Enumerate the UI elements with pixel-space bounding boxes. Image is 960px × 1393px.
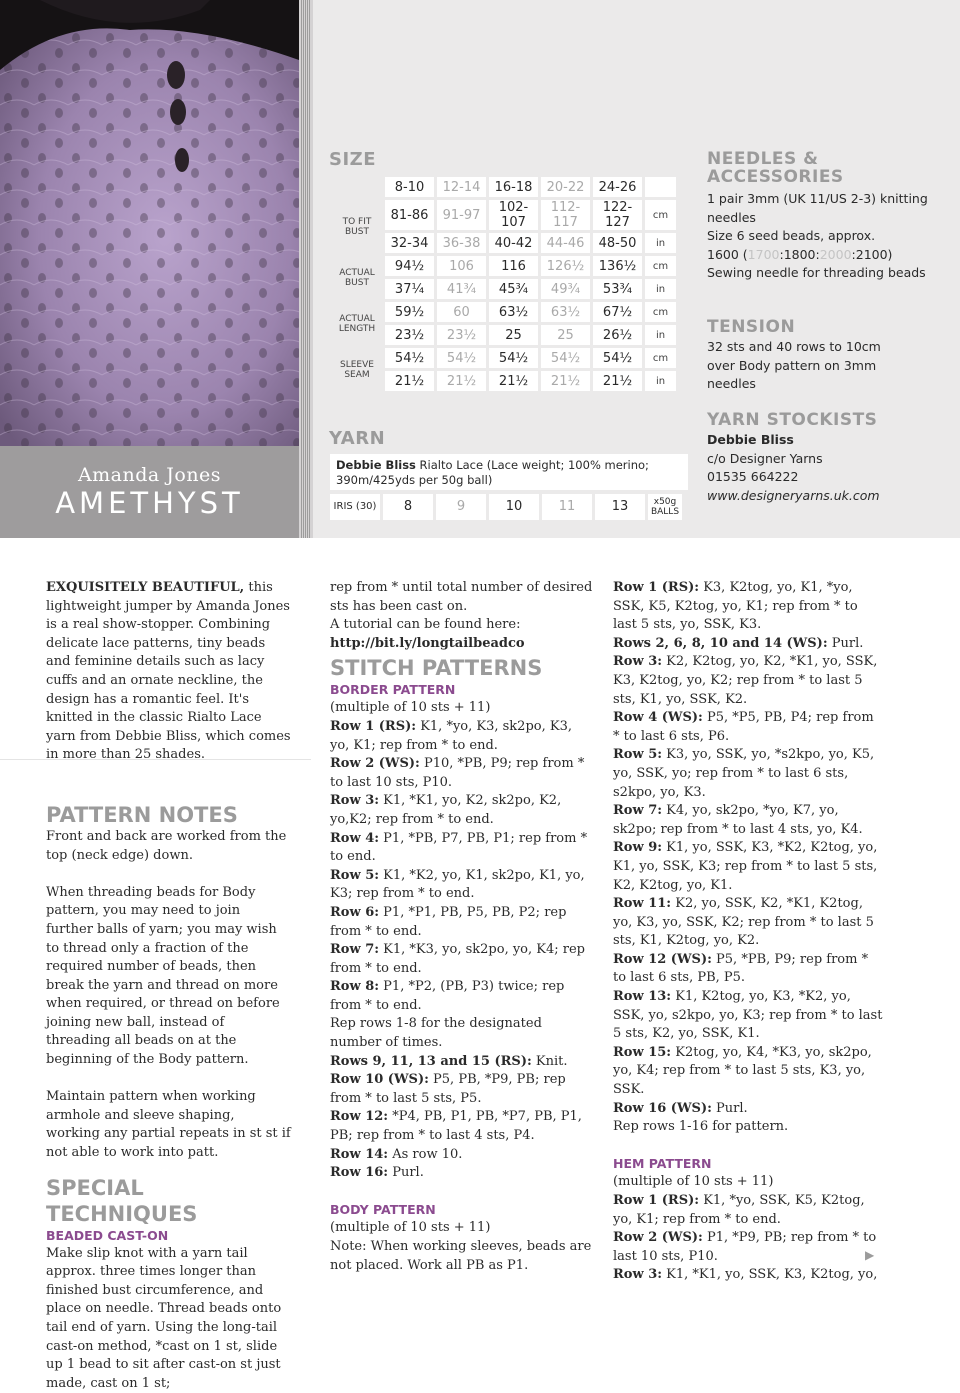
cast-on-continued: rep from * until total number of desired sts has been cast on. <box>330 580 593 614</box>
yarn-colour: IRIS (30) <box>330 494 380 520</box>
hem-multiple: (multiple of 10 sts + 11) <box>613 1174 774 1190</box>
yarn-quantity-row <box>330 494 682 520</box>
body-pattern-subheading: BODY PATTERN <box>330 1202 436 1218</box>
yarn-balls: 9 <box>436 494 486 520</box>
notes-paragraph: When threading beads for Body pattern, you may need to join further balls of yarn; you may wish to thread only a fraction of the required number of beads, then break the yarn and thread on more when required, or thread on before joining new ball, instead of threading all beads on at the beginning of the Body pattern. <box>46 884 280 1068</box>
hem-pattern-subheading: HEM PATTERN <box>613 1156 712 1172</box>
unit-cell: cm <box>645 348 676 368</box>
size-cell: 25 <box>541 325 590 345</box>
size-cell: 59½ <box>385 302 434 322</box>
pattern-row: Row 3: K1, *K1, yo, SSK, K3, K2tog, yo, <box>613 1267 878 1283</box>
size-cell: 44-46 <box>541 233 590 253</box>
yarn-details: Rialto Lace (Lace weight; 100% merino; 390m/425yds per 50g ball) <box>336 458 649 487</box>
yarn-balls: 11 <box>542 494 592 520</box>
pattern-row: Row 12 (WS): P5, *PB, P9; rep from * to last 6 sts, PB, P5. <box>613 951 869 986</box>
size-cell: 26½ <box>593 325 642 345</box>
size-cell: 45¾ <box>489 279 538 299</box>
pattern-row: Rows 2, 6, 8, 10 and 14 (WS): Purl. <box>613 635 864 651</box>
pattern-row: Row 4: P1, *PB, P7, PB, P1; rep from * to end. <box>330 830 588 865</box>
needles-line: 1 pair 3mm (UK 11/US 2-3) knitting needles <box>707 191 928 225</box>
pattern-row: Row 6: P1, *P1, PB, P5, PB, P2; rep from * to end. <box>330 904 567 939</box>
pattern-row: Row 2 (WS): P1, *P9, PB; rep from * to last 10 sts, P10. <box>613 1230 877 1264</box>
photo-edge-strip <box>299 0 313 538</box>
pattern-row: Row 12: *P4, PB, P1, PB, *P7, PB, P1, PB; rep from * to last 4 sts, P4. <box>330 1109 582 1144</box>
border-repeat: Rep rows 1-8 for the designated number of times. <box>330 1016 542 1051</box>
needles-heading: NEEDLES & ACCESSORIES <box>707 149 844 187</box>
size-cell: 12-14 <box>437 177 486 197</box>
size-table <box>329 174 679 394</box>
pattern-row: Rows 9, 11, 13 and 15 (RS): Knit. <box>330 1053 568 1069</box>
tutorial-link[interactable]: http://bit.ly/longtailbeadco <box>330 635 525 651</box>
size-cell: 54½ <box>437 348 486 368</box>
beads-quantity: 1600 (1700:1800:2000:2100) <box>707 246 893 262</box>
size-cell: 122-127 <box>593 200 642 230</box>
credit-box <box>0 446 299 538</box>
hem-pattern-rows <box>613 1192 883 1285</box>
size-cell: 49¾ <box>541 279 590 299</box>
pattern-row: Row 5: K1, *K2, yo, K1, sk2po, K1, yo, K3; rep from * to end. <box>330 867 585 902</box>
stockist-website[interactable]: www.designeryarns.uk.com <box>707 487 880 503</box>
column-2 <box>330 579 595 1275</box>
unit-cell: in <box>645 371 676 391</box>
size-cell: 63½ <box>541 302 590 322</box>
size-cell: 54½ <box>489 348 538 368</box>
needles-line: Sewing needle for threading beads <box>707 265 926 280</box>
body-note: Note: When working sleeves, beads are not placed. Work all PB as P1. <box>330 1239 592 1273</box>
yarn-unit: x50g BALLS <box>648 494 682 520</box>
pattern-row: Row 7: K1, *K3, yo, sk2po, yo, K4; rep from * to end. <box>330 942 586 976</box>
size-cell: 36-38 <box>437 233 486 253</box>
pattern-row: Row 7: K4, yo, sk2po, *yo, K7, yo, sk2po; rep from * to last 4 sts, yo, K4. <box>613 803 863 837</box>
border-pattern-subheading: BORDER PATTERN <box>330 682 456 698</box>
row-label-sleeve: SLEEVE SEAM <box>332 348 382 391</box>
size-cell: 21½ <box>385 371 434 391</box>
size-cell: 54½ <box>385 348 434 368</box>
size-cell: 37¼ <box>385 279 434 299</box>
size-cell: 21½ <box>541 371 590 391</box>
yarn-brand: Debbie Bliss <box>336 458 416 472</box>
special-techniques-heading: SPECIAL TECHNIQUES <box>46 1175 198 1226</box>
stockist-line: c/o Designer Yarns <box>707 450 823 466</box>
border-multiple: (multiple of 10 sts + 11) <box>330 700 491 716</box>
pattern-row: Row 1 (RS): K1, *yo, SSK, K5, K2tog, yo, K1; rep from * to end. <box>613 1193 865 1227</box>
pattern-row: Row 13: K1, K2tog, yo, K3, *K2, yo, SSK, yo, s2kpo, yo, K3; rep from * to last 5 sts, K2, yo, SSK, K1. <box>613 989 883 1042</box>
triangle-right-icon: ▶ <box>865 1248 875 1262</box>
size-cell: 25 <box>489 325 538 345</box>
unit-cell: cm <box>645 200 676 230</box>
size-cell: 116 <box>489 256 538 276</box>
size-cell: 8-10 <box>385 177 434 197</box>
pattern-row: Row 16 (WS): Purl. <box>613 1100 748 1116</box>
designer-name: Amanda Jones <box>77 464 222 486</box>
yarn-balls: 8 <box>383 494 433 520</box>
size-cell: 20-22 <box>541 177 590 197</box>
body-repeat: Rep rows 1-16 for pattern. <box>613 1119 789 1135</box>
stockist-name: Debbie Bliss <box>707 432 794 447</box>
pattern-row: Row 4 (WS): P5, *P5, PB, P4; rep from * to last 6 sts, P6. <box>613 710 874 744</box>
size-cell: 81-86 <box>385 200 434 230</box>
pattern-row: Row 1 (RS): K1, *yo, K3, sk2po, K3, yo, K1; rep from * to end. <box>330 718 572 753</box>
stockists-text <box>707 431 947 505</box>
needles-line: Size 6 seed beads, approx. <box>707 228 876 243</box>
pattern-row: Row 8: P1, *P2, (PB, P3) twice; rep from * to end. <box>330 979 565 1013</box>
pattern-row: Row 11: K2, yo, SSK, K2, *K1, K2tog, yo, K3, yo, SSK, K2; rep from * to last 5 sts, K1, K2tog, yo, K2. <box>613 896 874 949</box>
unit-cell: in <box>645 233 676 253</box>
unit-cell: cm <box>645 256 676 276</box>
row-label-actual-bust: ACTUAL BUST <box>332 256 382 299</box>
size-cell: 23½ <box>385 325 434 345</box>
size-cell: 67½ <box>593 302 642 322</box>
unit-cell: in <box>645 325 676 345</box>
yarn-description <box>330 454 688 490</box>
border-pattern-rows-2 <box>330 1053 595 1183</box>
size-cell: 94½ <box>385 256 434 276</box>
size-cell: 21½ <box>593 371 642 391</box>
pattern-row: Row 3: K1, *K1, yo, K2, sk2po, K2, yo,K2; rep from * to end. <box>330 793 562 827</box>
size-cell: 102-107 <box>489 200 538 230</box>
pattern-row: Row 1 (RS): K3, K2tog, yo, K1, *yo, SSK, K5, K2tog, yo, K1; rep from * to last 5 sts, yo, SSK, K3. <box>613 580 858 633</box>
body-multiple: (multiple of 10 sts + 11) <box>330 1220 491 1236</box>
column-1 <box>46 579 291 1393</box>
size-cell: 48-50 <box>593 233 642 253</box>
size-cell: 60 <box>437 302 486 322</box>
unit-cell: in <box>645 279 676 299</box>
stockists-heading: YARN STOCKISTS <box>707 410 878 430</box>
size-cell: 63½ <box>489 302 538 322</box>
intro-paragraph: EXQUISITELY BEAUTIFUL, this lightweight jumper by Amanda Jones is a real show-stopper. Combining delicate lace patterns, tiny beads and feminine details such as lacy cuffs and an ornate neckline, the design has a romantic feel. It's knitted in the classic Rialto Lace yarn from Debbie Bliss, which comes in more than 25 shades. <box>46 580 291 763</box>
size-cell: 21½ <box>489 371 538 391</box>
size-cell: 126½ <box>541 256 590 276</box>
size-cell: 41¾ <box>437 279 486 299</box>
pattern-notes-heading: PATTERN NOTES <box>46 802 238 827</box>
body-pattern-rows <box>613 579 883 1118</box>
size-cell: 16-18 <box>489 177 538 197</box>
tension-text: 32 sts and 40 rows to 10cm over Body pattern on 3mm needles <box>707 339 881 391</box>
tutorial-text: A tutorial can be found here: <box>330 617 521 633</box>
row-label-bust: TO FIT BUST <box>332 200 382 253</box>
notes-paragraph: Maintain pattern when working armhole and sleeve shaping, working any partial repeats in st st if not able to work into patt. <box>46 1089 291 1161</box>
lace-jumper-illustration <box>0 0 299 446</box>
size-cell: 106 <box>437 256 486 276</box>
size-cell: 24-26 <box>593 177 642 197</box>
pattern-row: Row 16: Purl. <box>330 1165 424 1181</box>
size-cell: 112-117 <box>541 200 590 230</box>
notes-paragraph: Front and back are worked from the top (neck edge) down. <box>46 828 287 863</box>
column-3 <box>613 579 883 1285</box>
size-cell: 54½ <box>593 348 642 368</box>
needles-text <box>707 190 947 283</box>
size-cell: 53¾ <box>593 279 642 299</box>
pattern-row: Row 15: K2tog, yo, K4, *K3, yo, sk2po, yo, K4; rep from * to last 5 sts, K3, yo, SSK. <box>613 1044 872 1098</box>
unit-cell: cm <box>645 302 676 322</box>
pattern-row: Row 5: K3, yo, SSK, yo, *s2kpo, yo, K5, yo, SSK, yo; rep from * to last 6 sts, s2kpo, yo, K3. <box>613 747 875 800</box>
row-label-actual-length: ACTUAL LENGTH <box>332 302 382 345</box>
yarn-heading: YARN <box>329 428 386 449</box>
size-cell: 40-42 <box>489 233 538 253</box>
beaded-cast-on-subheading: BEADED CAST-ON <box>46 1227 169 1243</box>
size-cell: 136½ <box>593 256 642 276</box>
yarn-balls: 10 <box>489 494 539 520</box>
pattern-row: Row 14: As row 10. <box>330 1146 463 1162</box>
garment-photo <box>0 0 299 446</box>
size-heading: SIZE <box>329 149 377 170</box>
pattern-title: AMETHYST <box>55 486 244 520</box>
stitch-patterns-heading: STITCH PATTERNS <box>330 656 543 681</box>
yarn-balls: 13 <box>595 494 645 520</box>
size-cell: 32-34 <box>385 233 434 253</box>
pattern-row: Row 9: K1, yo, SSK, K3, *K2, K2tog, yo, K1, yo, SSK, K3; rep from * to last 5 sts, K2, K2tog, yo, K1. <box>613 840 878 893</box>
size-cell: 54½ <box>541 348 590 368</box>
pattern-row: Row 2 (WS): P10, *PB, P9; rep from * to last 10 sts, P10. <box>330 756 585 790</box>
pattern-row: Row 10 (WS): P5, PB, *P9, PB; rep from * to last 5 sts, P5. <box>330 1072 566 1106</box>
pattern-row: Row 3: K2, K2tog, yo, K2, *K1, yo, SSK, K3, K2tog, yo, K2; rep from * to last 5 sts, K1, yo, SSK, K2. <box>613 654 878 707</box>
tension-heading: TENSION <box>707 317 796 337</box>
border-pattern-rows <box>330 718 595 1016</box>
cast-on-text: Make slip knot with a yarn tail approx. three times longer than finished bust circumference, and place on needle. Thread beads onto tail end of yarn. Using the long-tail cast-on method, *cast on 1 st, slide up 1 bead to sit after cast-on st just made, cast on 1 st; <box>46 1245 282 1391</box>
size-cell: 21½ <box>437 371 486 391</box>
size-cell: 91-97 <box>437 200 486 230</box>
size-cell: 23½ <box>437 325 486 345</box>
stockist-phone: 01535 664222 <box>707 469 799 484</box>
